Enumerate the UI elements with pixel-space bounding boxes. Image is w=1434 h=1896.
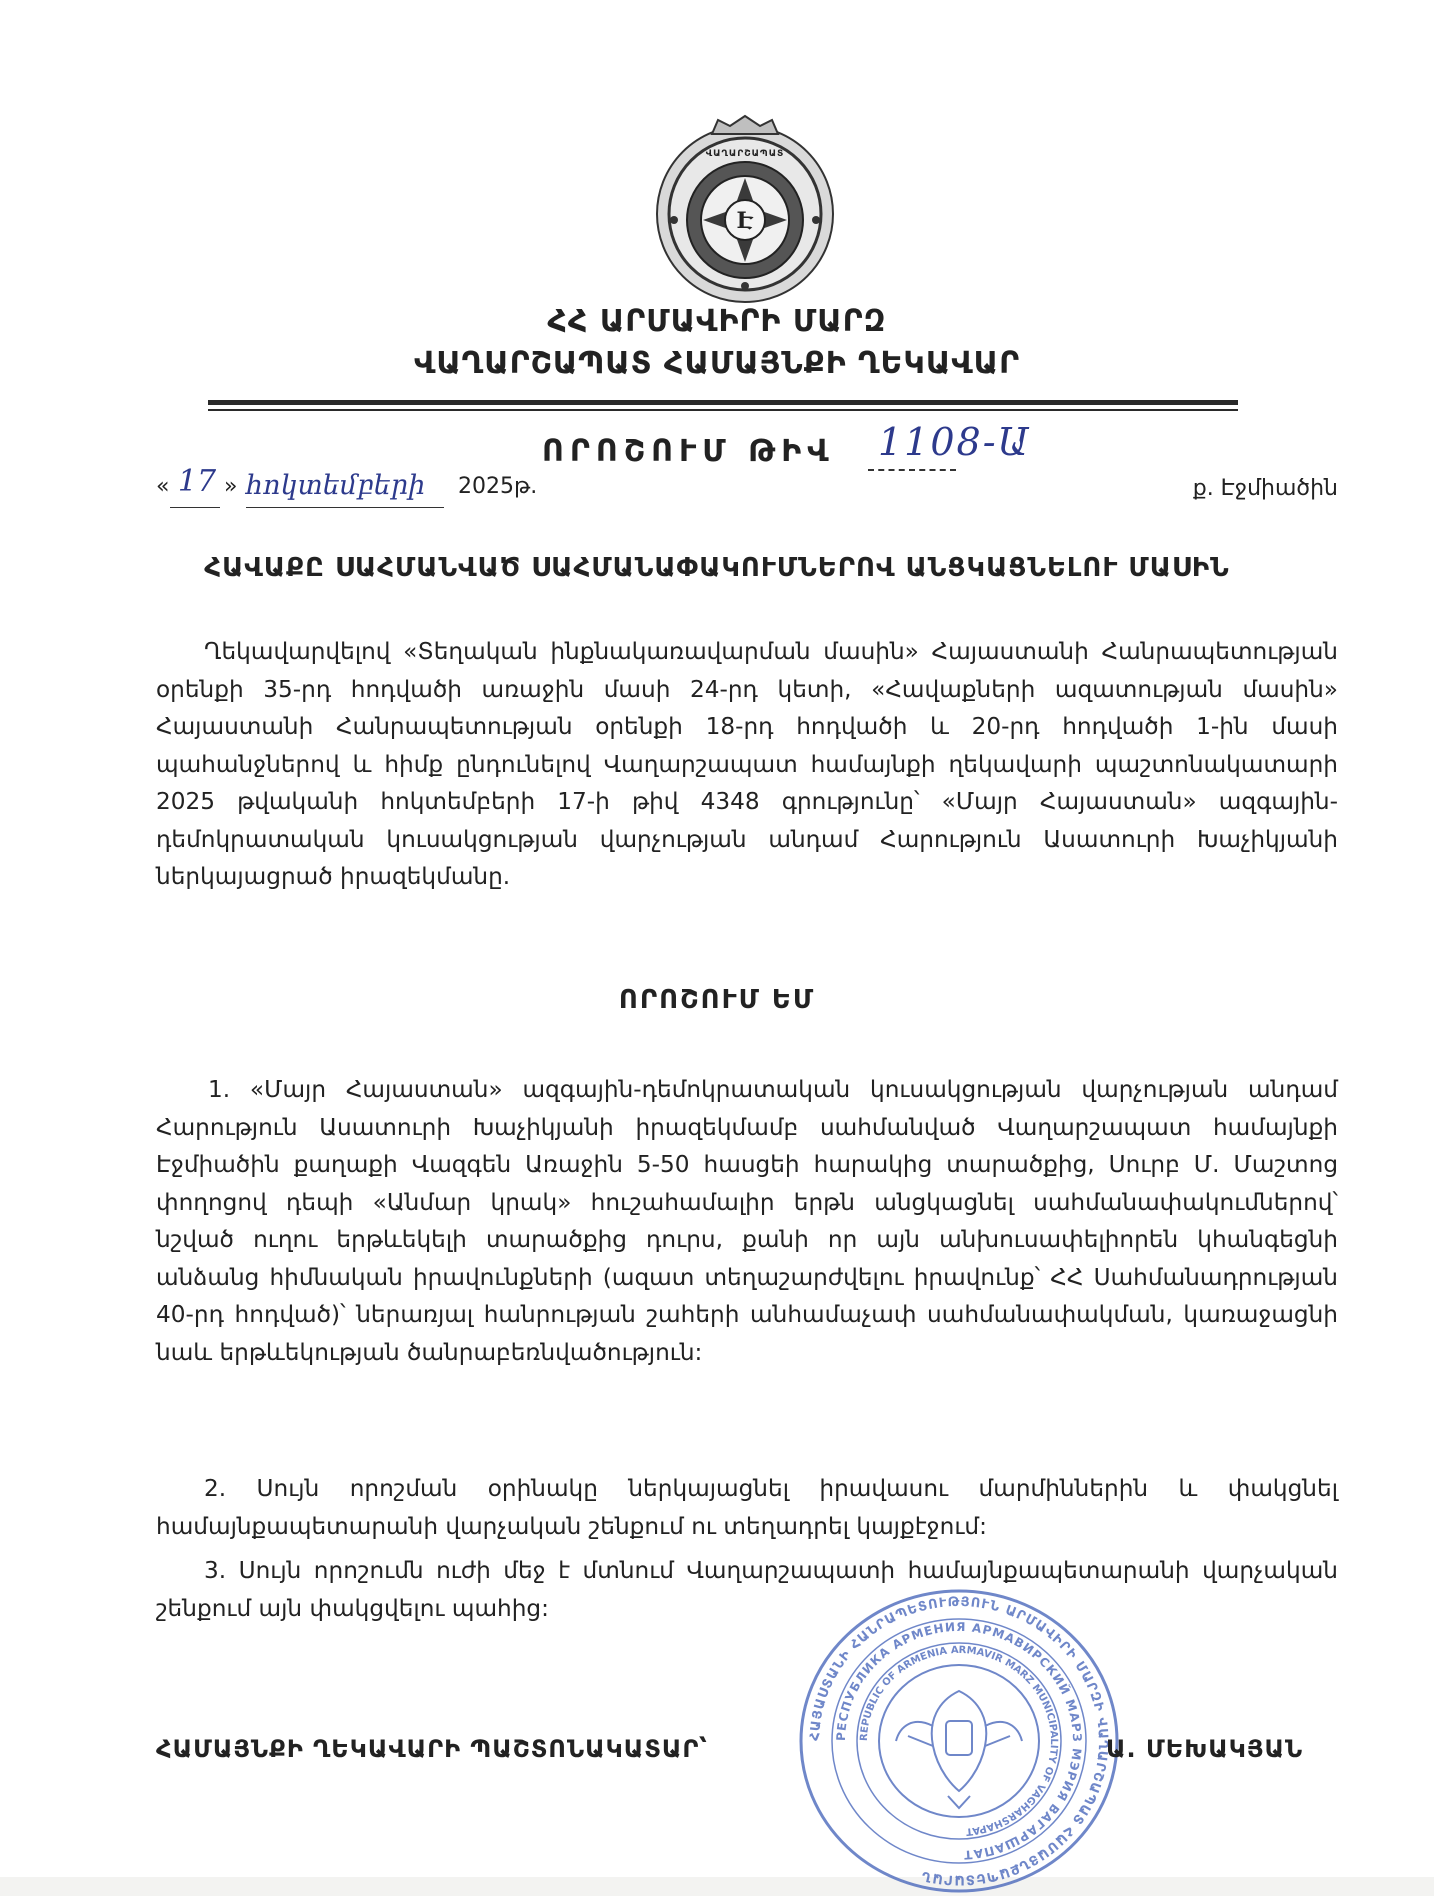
signatory-title: ՀԱՄԱՅՆՔԻ ՂԵԿԱՎԱՐԻ ՊԱՇՏՈՆԱԿԱՏԱՐ՝: [156, 1735, 708, 1763]
svg-text:Է: Է: [736, 208, 754, 234]
date-month-handwritten: հոկտեմբերի: [246, 470, 426, 501]
decision-point-1: 1. «Մայր Հայաստան» ազգային-դեմոկրատական կուսակցության վարչության անդամ Հարություն Ասատուրի Խաչիկյանի իրազեկմամբ սահմանված Վաղարշապատ համայնքի Էջմիածին քաղաքի Վազգեն Առաջին 5-50 հասցեի հարակից տարածքից, Սուրբ Մ. Մաշտոց փողոցով դեպի «Անմար կրակ» հուշահամալիր երթն անցկացնել սահմանափակումներով՝ նշված ուղու երթևեկելի տարածքից դուրս, քանի որ այն անխուսափելիորեն կհանգեցնի անձանց հիմնական իրավունքների (ազատ տեղաշարժվելու իրավունք՝ ՀՀ Սահմանադրության 40-րդ հոդված)՝ ներառյալ հանրության շահերի անհամաչափ սահմանափակման, կառաջացնի նաև երթևեկության ծանրաբեռնվածություն:: [156, 1076, 1338, 1366]
date-year: 2025թ.: [458, 474, 538, 499]
seal-english-text: REPUBLIC OF ARMENIA ARMAVIR MARZ MUNICIPALITY OF VAGHARSHAPAT: [858, 1644, 1060, 1837]
seal-russian-text: РЕСПУБЛИКА АРМЕНИЯ АРМАВИРСКИЙ МАРЗ МЭРИЯ ВАГАРШАПАТ: [833, 1619, 1085, 1862]
decision-point-3: 3. Սույն որոշումն ուժի մեջ է մտնում Վաղարշապատի համայնքապետարանի վարչական շենքում այն փակցվելու պահից:: [156, 1557, 1338, 1622]
date-month-line: [246, 507, 444, 508]
date-quote-open: «: [156, 474, 170, 499]
header-divider-thin: [208, 409, 1238, 411]
region-heading: ՀՀ ԱՐՄԱՎԻՐԻ ՄԱՐԶ: [547, 304, 887, 339]
date-day-handwritten: 17: [177, 464, 217, 499]
decision-number-handwritten: 1108-Ա: [878, 420, 1031, 464]
authority-heading: ՎԱՂԱՐՇԱՊԱՏ ՀԱՄԱՅՆՔԻ ՂԵԿԱՎԱՐ: [413, 346, 1021, 381]
decision-point-2: 2. Սույն որոշման օրինակը ներկայացնել իրավասու մարմիններին և փակցնել համայնքապետարանի վարչական շենքում ու տեղադրել կայքէջում:: [156, 1475, 1338, 1540]
resolve-heading: ՈՐՈՇՈՒՄ ԵՄ: [618, 985, 816, 1015]
header-divider-thick: [208, 400, 1238, 405]
svg-text:РЕСПУБЛИКА АРМЕНИЯ АРМАВИРСКИЙ: [834, 1620, 1084, 1862]
official-seal-icon: [788, 1586, 1130, 1896]
emblem-caption: ՎԱՂԱՐՇԱՊԱՏ: [705, 149, 785, 159]
city-emblem-icon: [652, 112, 838, 306]
date-day-line: [170, 507, 220, 508]
signatory-name: Ա. ՄԵԽԱԿՅԱՆ: [1106, 1735, 1304, 1763]
document-title: ՀԱՎԱՔԸ ՍԱՀՄԱՆՎԱԾ ՍԱՀՄԱՆԱՓԱԿՈՒՄՆԵՐՈՎ ԱՆՑԿԱՑՆԵԼՈՒ ՄԱՍԻՆ: [204, 553, 1230, 583]
seal-outer-text: ՀԱՅԱՍՏԱՆԻ ՀԱՆՐԱՊԵՏՈՒԹՅՈՒՆ ԱՐՄԱՎԻՐԻ ՄԱՐԶԻ ՎԱՂԱՐՇԱՊԱՏ ՀԱՄԱՅՆՔԱՊԵՏԱՐԱՆ: [807, 1594, 1111, 1888]
date-quote-close: »: [224, 474, 238, 499]
city-name: ք. Էջմիածին: [1192, 476, 1338, 501]
svg-text:ՀԱՅԱՍՏԱՆԻ ՀԱՆՐԱՊԵՏՈՒԹՅՈՒՆ ԱՐՄԱ: [808, 1595, 1110, 1887]
decision-label: ՈՐՈՇՈՒՄ ԹԻՎ: [542, 434, 835, 469]
intro-paragraph: Ղեկավարվելով «Տեղական ինքնակառավարման մասին» Հայաստանի Հանրապետության օրենքի 35-րդ հոդվածի առաջին մասի 24-րդ կետի, «Հավաքների ազատության մասին» Հայաստանի Հանրապետության օրենքի 18-րդ հոդվածի և 20-րդ հոդվածի 1-ին մասի պահանջներով և հիմք ընդունելով Վաղարշապատ համայնքի ղեկավարի պաշտոնակատարի 2025 թվականի հոկտեմբերի 17-ի թիվ 4348 գրությունը՝ «Մայր Հայաստան» ազգային-դեմոկրատական կուսակցության վարչության անդամ Հարություն Ասատուրի Խաչիկյանի ներկայացրած իրազեկմանը.: [156, 638, 1338, 890]
decision-number-line: [868, 469, 956, 471]
